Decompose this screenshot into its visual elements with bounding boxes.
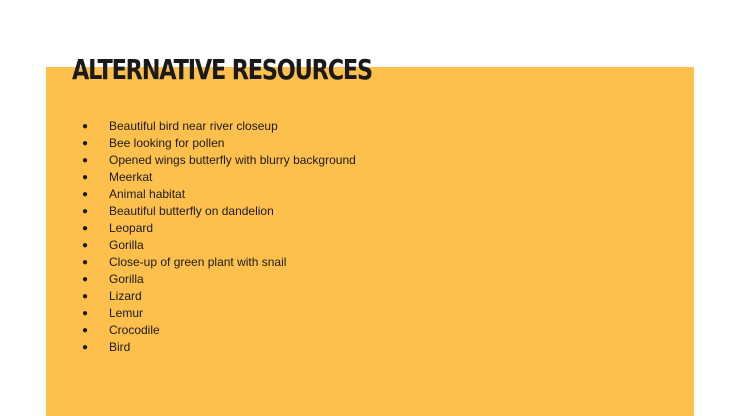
list-item-label: Gorilla	[109, 272, 144, 286]
list-item	[80, 288, 356, 305]
list-item	[80, 135, 356, 152]
list-item	[80, 322, 356, 339]
bullet-icon: ●	[82, 189, 89, 200]
list-item	[80, 271, 356, 288]
list-item-label: Bird	[109, 340, 131, 354]
list-item-label: Beautiful butterfly on dandelion	[109, 204, 274, 218]
list-item-label: Lemur	[109, 306, 144, 320]
list-item-label: Gorilla	[109, 238, 144, 252]
list-item	[80, 152, 356, 169]
bullet-icon: ●	[82, 308, 89, 319]
list-item-label: Opened wings butterfly with blurry background	[109, 153, 356, 167]
bullet-icon: ●	[82, 121, 89, 132]
bullet-icon: ●	[82, 257, 89, 268]
slide-title: ALTERNATIVE RESOURCES	[72, 53, 372, 86]
list-item-label: Bee looking for pollen	[109, 136, 225, 150]
list-item	[80, 305, 356, 322]
list-item	[80, 220, 356, 237]
list-item	[80, 169, 356, 186]
resource-list	[80, 118, 356, 356]
bullet-icon: ●	[82, 274, 89, 285]
list-item-label: Animal habitat	[109, 187, 186, 201]
bullet-icon: ●	[82, 206, 89, 217]
list-item	[80, 339, 356, 356]
list-item	[80, 186, 356, 203]
list-item	[80, 203, 356, 220]
list-item-label: Crocodile	[109, 323, 160, 337]
list-item	[80, 254, 356, 271]
list-item-label: Beautiful bird near river closeup	[109, 119, 278, 133]
list-item	[80, 237, 356, 254]
bullet-icon: ●	[82, 138, 89, 149]
bullet-icon: ●	[82, 172, 89, 183]
bullet-icon: ●	[82, 325, 89, 336]
list-item	[80, 118, 356, 135]
bullet-icon: ●	[82, 240, 89, 251]
bullet-icon: ●	[82, 155, 89, 166]
list-item-label: Close-up of green plant with snail	[109, 255, 287, 269]
bullet-icon: ●	[82, 342, 89, 353]
bullet-icon: ●	[82, 223, 89, 234]
bullet-icon: ●	[82, 291, 89, 302]
list-item-label: Meerkat	[109, 170, 153, 184]
list-item-label: Lizard	[109, 289, 142, 303]
list-item-label: Leopard	[109, 221, 154, 235]
